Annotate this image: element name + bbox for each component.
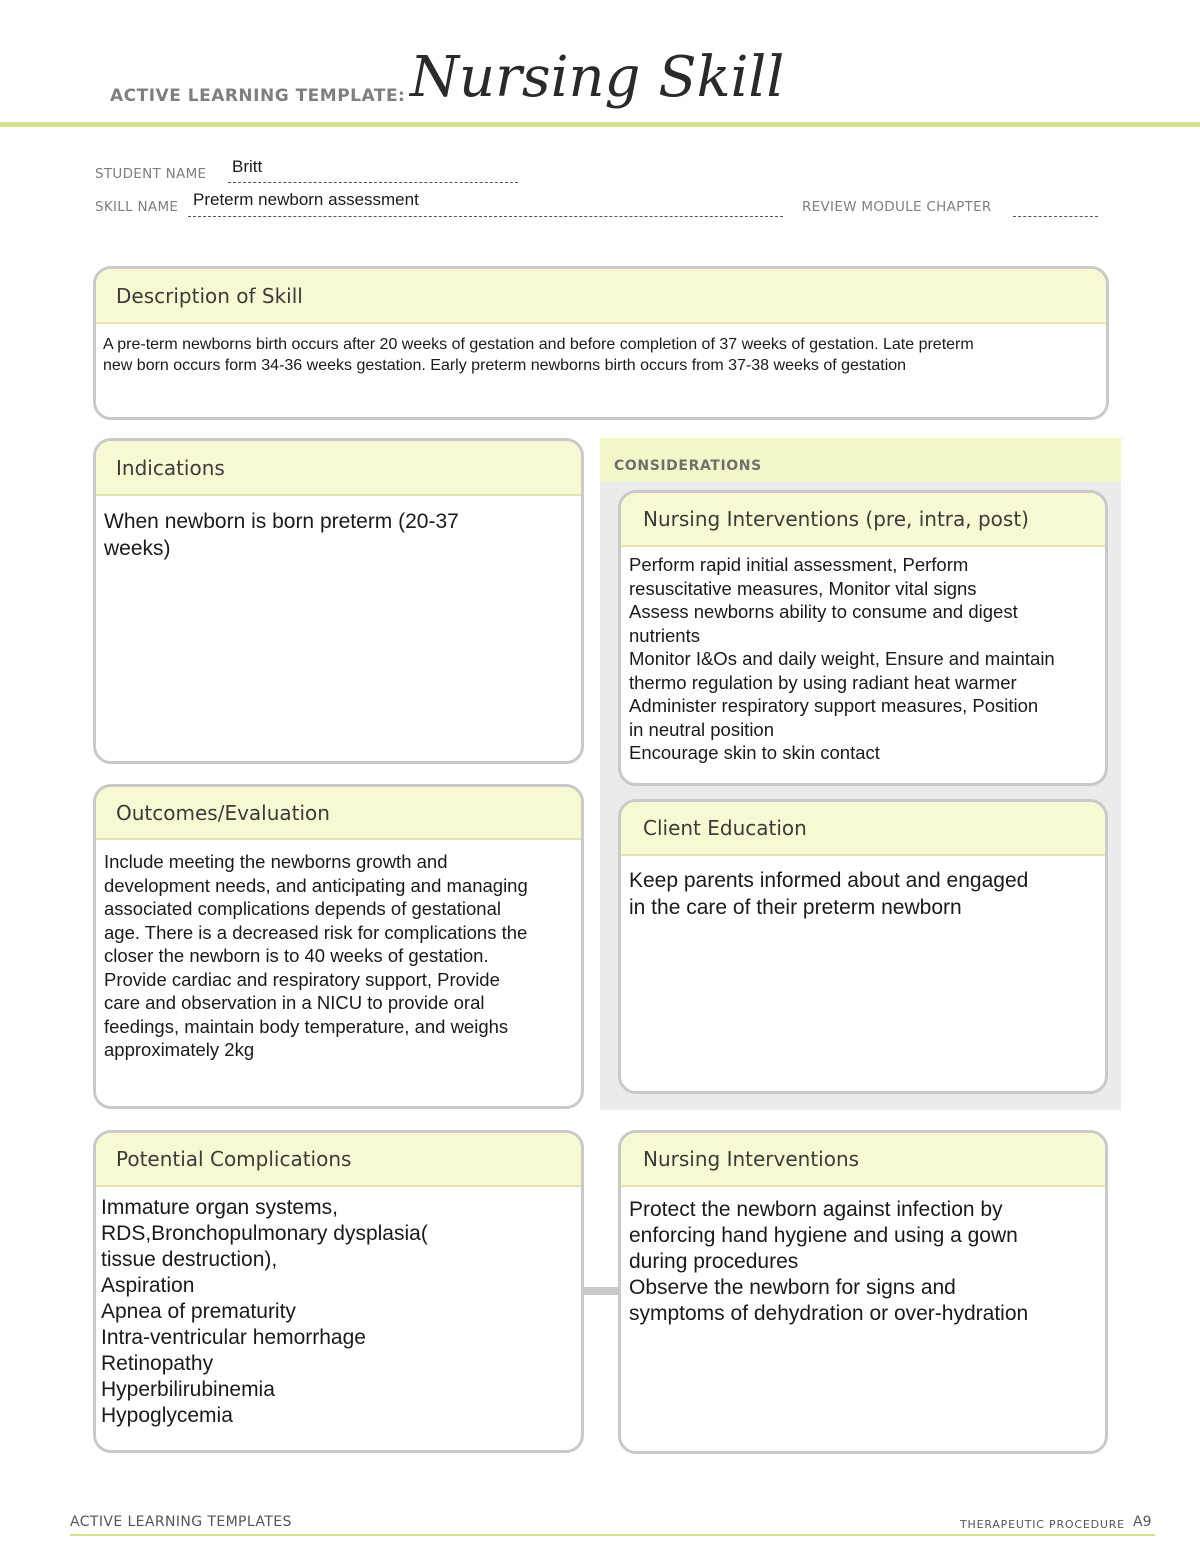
complication-line: Retinopathy	[101, 1352, 214, 1375]
complication-line: tissue destruction),	[101, 1248, 278, 1271]
intervention-line: Administer respiratory support measures, Position	[629, 695, 1039, 716]
student-name-field[interactable]	[228, 164, 518, 183]
outcome-line: care and observation in a NICU to provide oral	[104, 992, 485, 1013]
outcome-line: development needs, and anticipating and managing	[104, 874, 528, 896]
nursing-intervention-line: enforcing hand hygiene and using a gown	[629, 1224, 1018, 1247]
complication-line: Immature organ systems,	[101, 1196, 338, 1219]
complication-line: Intra-ventricular hemorrhage	[101, 1326, 366, 1349]
box-connector	[582, 1287, 622, 1295]
client-education-line: in the care of their preterm newborn	[629, 896, 962, 919]
nursing-interventions-pre-intra-post-heading: Nursing Interventions (pre, intra, post)	[621, 493, 1105, 547]
page-title: Nursing Skill	[410, 45, 785, 110]
outcome-line: Include meeting the newborns growth and	[104, 851, 448, 872]
nursing-intervention-line: during procedures	[629, 1250, 799, 1273]
outcome-line: age. There is a decreased risk for complications the	[104, 921, 528, 943]
outcomes-evaluation-heading: Outcomes/Evaluation	[96, 787, 581, 840]
description-line: new born occurs form 34-36 weeks gestation. Early preterm newborns birth occurs from 37-38 weeks of gestation	[103, 357, 907, 374]
description-box	[93, 266, 1109, 420]
nursing-intervention-line: Observe the newborn for signs and	[629, 1276, 956, 1299]
outcomes-evaluation-box	[93, 784, 584, 1109]
indications-line: When newborn is born preterm (20-37	[104, 510, 459, 533]
template-label: ACTIVE LEARNING TEMPLATE:	[110, 86, 406, 106]
potential-complications-heading: Potential Complications	[96, 1133, 581, 1187]
complication-line: Hypoglycemia	[101, 1404, 233, 1427]
student-name-value: Britt	[232, 157, 263, 176]
outcome-line: Provide cardiac and respiratory support, Provide	[104, 968, 500, 990]
outcomes-evaluation-body[interactable]	[96, 840, 581, 1062]
nursing-interventions-pre-intra-post-body[interactable]	[621, 547, 1105, 765]
description-heading: Description of Skill	[96, 269, 1106, 324]
nursing-interventions-box	[618, 1130, 1108, 1454]
intervention-line: thermo regulation by using radiant heat warmer	[629, 671, 1017, 693]
client-education-heading: Client Education	[621, 802, 1105, 856]
intervention-line: Monitor I&Os and daily weight, Ensure and maintain	[629, 648, 1055, 669]
review-module-chapter-field[interactable]	[1013, 198, 1098, 217]
review-module-chapter-label: REVIEW MODULE CHAPTER	[802, 199, 992, 215]
nursing-interventions-pre-intra-post-box	[618, 490, 1108, 786]
intervention-line: in neutral position	[629, 718, 775, 740]
footer-right-label: THERAPEUTIC PROCEDURE	[960, 1518, 1125, 1531]
nursing-intervention-line: symptoms of dehydration or over-hydration	[629, 1302, 1029, 1325]
description-body[interactable]	[96, 324, 1106, 376]
student-name-label: STUDENT NAME	[95, 166, 207, 182]
considerations-label: CONSIDERATIONS	[614, 458, 762, 474]
indications-line: weeks)	[104, 537, 171, 560]
client-education-body[interactable]	[621, 856, 1105, 921]
footer-rule	[70, 1534, 1155, 1536]
footer-left-label: ACTIVE LEARNING TEMPLATES	[70, 1514, 292, 1530]
outcome-line: feedings, maintain body temperature, and weighs	[104, 1015, 509, 1037]
potential-complications-box	[93, 1130, 584, 1453]
intervention-line: Perform rapid initial assessment, Perform	[629, 554, 969, 575]
intervention-line: Encourage skin to skin contact	[629, 742, 880, 763]
outcome-line: closer the newborn is to 40 weeks of gestation.	[104, 945, 489, 966]
page-number: A9	[1133, 1514, 1152, 1530]
indications-heading: Indications	[96, 441, 581, 496]
complication-line: Apnea of prematurity	[101, 1300, 296, 1323]
complication-line: Aspiration	[101, 1274, 195, 1297]
indications-box	[93, 438, 584, 764]
complication-line: Hyperbilirubinemia	[101, 1378, 275, 1401]
skill-name-label: SKILL NAME	[95, 199, 179, 215]
skill-name-value: Preterm newborn assessment	[193, 190, 419, 209]
client-education-box	[618, 799, 1108, 1094]
header-rule	[0, 122, 1200, 127]
intervention-line: nutrients	[629, 624, 700, 646]
indications-body[interactable]	[96, 496, 581, 562]
outcome-line: associated complications depends of gestational	[104, 898, 501, 919]
intervention-line: Assess newborns ability to consume and digest	[629, 601, 1018, 622]
potential-complications-body[interactable]	[96, 1187, 581, 1429]
complication-line: RDS,Bronchopulmonary dysplasia(	[101, 1222, 428, 1245]
nursing-interventions-heading: Nursing Interventions	[621, 1133, 1105, 1187]
description-line: A pre-term newborns birth occurs after 20 weeks of gestation and before completion of 37 weeks of gestation. Late preterm	[103, 336, 974, 353]
intervention-line: resuscitative measures, Monitor vital signs	[629, 577, 977, 599]
nursing-interventions-body[interactable]	[621, 1187, 1105, 1327]
client-education-line: Keep parents informed about and engaged	[629, 869, 1029, 892]
nursing-intervention-line: Protect the newborn against infection by	[629, 1198, 1003, 1221]
outcome-line: approximately 2kg	[104, 1039, 255, 1060]
